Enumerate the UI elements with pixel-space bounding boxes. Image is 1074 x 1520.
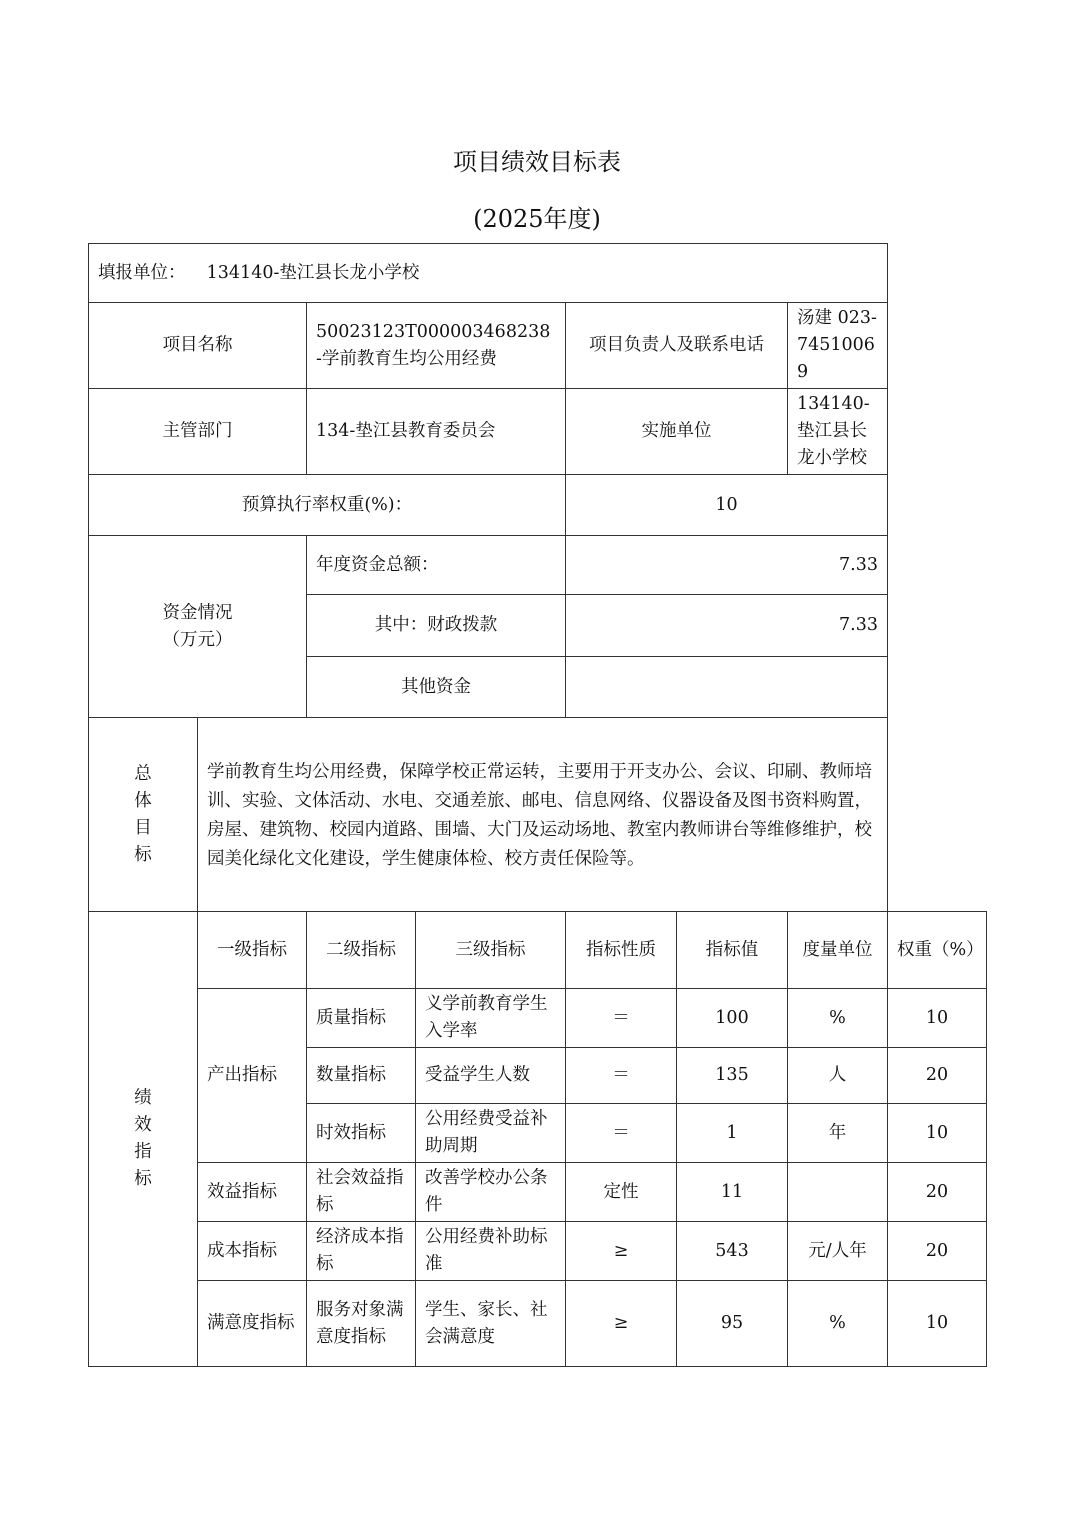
funds-total-label: 年度资金总额： (307, 536, 566, 595)
nature-cell: ≥ (566, 1281, 677, 1367)
project-name-row (89, 303, 987, 389)
goal-text: 学前教育生均公用经费，保障学校正常运转，主要用于开支办公、会议、印刷、教师培训、实验、文体活动、水电、交通差旅、邮电、信息网络、仪器设备及图书资料购置，房屋、建筑物、校园内道路、围墙、大门及运动场地、教室内教师讲台等维修维护，校园美化绿化文化建设，学生健康体检、校方责任保险等。 (198, 718, 888, 912)
funds-fiscal-label: 其中：财政拨款 (307, 595, 566, 657)
funds-label-line1: 资金情况 (162, 602, 233, 623)
indicator-label-char: 标 (134, 1169, 152, 1189)
header-cell: 度量单位 (788, 912, 888, 989)
filler-row (89, 244, 987, 303)
exec-rate-value: 10 (566, 475, 888, 536)
level2-cell: 质量指标 (307, 989, 416, 1048)
filler-cell (89, 244, 888, 303)
funds-total-value: 7.33 (566, 536, 888, 595)
header-cell: 指标值 (677, 912, 788, 989)
header-cell: 三级指标 (416, 912, 566, 989)
value-cell: 543 (677, 1222, 788, 1281)
nature-cell: 定性 (566, 1163, 677, 1222)
unit-cell: 年 (788, 1104, 888, 1163)
header-cell: 权重（%） (888, 912, 987, 989)
indicator-label-char: 指 (134, 1142, 152, 1162)
page-title: 项目绩效目标表 (453, 148, 621, 176)
weight-cell: 10 (888, 1281, 987, 1367)
level2-cell: 经济成本指标 (307, 1222, 416, 1281)
table-row (89, 1222, 987, 1281)
level3-cell: 公用经费补助标准 (416, 1222, 566, 1281)
project-owner-label: 项目负责人及联系电话 (566, 303, 788, 389)
value-cell: 135 (677, 1048, 788, 1104)
goal-label-char: 总 (134, 763, 152, 784)
level3-cell: 学生、家长、社会满意度 (416, 1281, 566, 1367)
weight-cell: 20 (888, 1048, 987, 1104)
nature-cell: ＝ (566, 1104, 677, 1163)
project-owner-value: 汤建 023-74510069 (788, 303, 888, 389)
header-cell: 一级指标 (198, 912, 307, 989)
level2-cell: 社会效益指标 (307, 1163, 416, 1222)
weight-cell: 10 (888, 989, 987, 1048)
output-indicator-label: 产出指标 (198, 989, 307, 1163)
value-cell: 95 (677, 1281, 788, 1367)
unit-cell: 人 (788, 1048, 888, 1104)
performance-target-table (88, 243, 987, 1367)
table-row (89, 989, 987, 1048)
level2-cell: 服务对象满意度指标 (307, 1281, 416, 1367)
indicator-label-char: 效 (134, 1115, 152, 1135)
value-cell: 100 (677, 989, 788, 1048)
unit-cell: 元/人年 (788, 1222, 888, 1281)
filler-label: 填报单位： (98, 262, 186, 283)
level1-cell: 效益指标 (198, 1163, 307, 1222)
filler-value: 134140-垫江县长龙小学校 (206, 262, 420, 283)
page-subtitle: (2025年度) (473, 205, 601, 233)
value-cell: 1 (677, 1104, 788, 1163)
goal-label-char: 标 (134, 844, 152, 865)
nature-cell: ＝ (566, 1048, 677, 1104)
value-cell: 11 (677, 1163, 788, 1222)
level3-cell: 改善学校办公条件 (416, 1163, 566, 1222)
project-name-value: 50023123T000003468238-学前教育生均公用经费 (307, 303, 566, 389)
unit-cell (788, 1163, 888, 1222)
weight-cell: 20 (888, 1222, 987, 1281)
funds-fiscal-value: 7.33 (566, 595, 888, 657)
header-cell: 指标性质 (566, 912, 677, 989)
goal-label (89, 718, 198, 912)
level3-cell: 义学前教育学生入学率 (416, 989, 566, 1048)
funds-total-row (89, 536, 987, 595)
dept-label: 主管部门 (89, 389, 307, 475)
header-cell: 二级指标 (307, 912, 416, 989)
level1-cell: 成本指标 (198, 1222, 307, 1281)
weight-cell: 10 (888, 1104, 987, 1163)
goal-label-char: 目 (134, 817, 152, 838)
funds-other-label: 其他资金 (307, 657, 566, 718)
nature-cell: ＝ (566, 989, 677, 1048)
impl-value: 134140-垫江县长龙小学校 (788, 389, 888, 475)
unit-cell: % (788, 989, 888, 1048)
impl-label: 实施单位 (566, 389, 788, 475)
level3-cell: 受益学生人数 (416, 1048, 566, 1104)
indicator-header-row (89, 912, 987, 989)
funds-other-value (566, 657, 888, 718)
department-row (89, 389, 987, 475)
dept-value: 134-垫江县教育委员会 (307, 389, 566, 475)
unit-cell: % (788, 1281, 888, 1367)
level2-cell: 时效指标 (307, 1104, 416, 1163)
goal-label-char: 体 (134, 790, 152, 811)
indicator-label (89, 912, 198, 1367)
funds-label (89, 536, 307, 718)
project-name-label: 项目名称 (89, 303, 307, 389)
level2-cell: 数量指标 (307, 1048, 416, 1104)
funds-label-line2: （万元） (162, 629, 233, 650)
level1-cell: 满意度指标 (198, 1281, 307, 1367)
table-row (89, 1163, 987, 1222)
weight-cell: 20 (888, 1163, 987, 1222)
exec-rate-row (89, 475, 987, 536)
nature-cell: ≥ (566, 1222, 677, 1281)
goal-row (89, 718, 987, 912)
table-row (89, 1281, 987, 1367)
indicator-label-char: 绩 (134, 1088, 152, 1108)
level3-cell: 公用经费受益补助周期 (416, 1104, 566, 1163)
exec-rate-label: 预算执行率权重(%)： (89, 475, 566, 536)
